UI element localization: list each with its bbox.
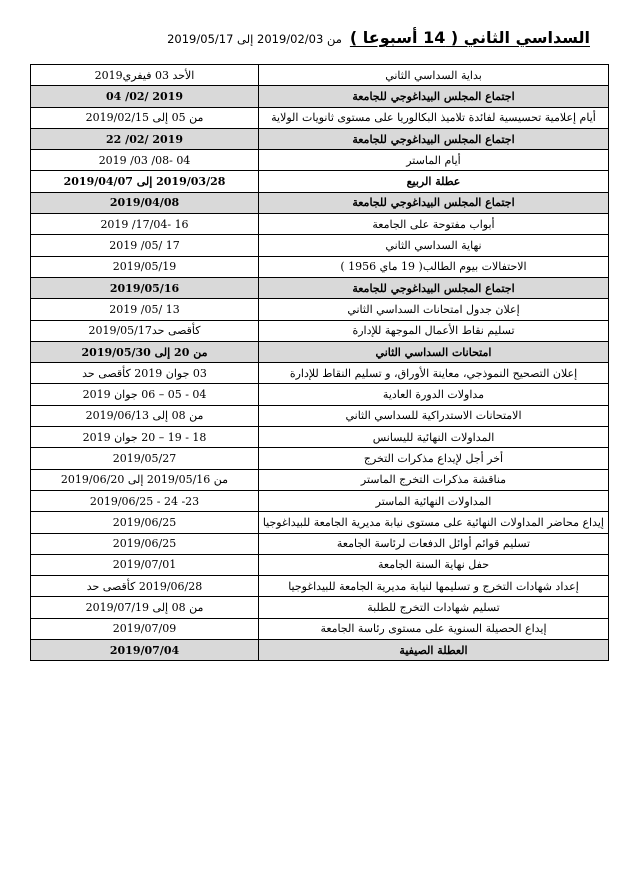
table-row — [31, 320, 609, 341]
date-cell: 2019/06/25 — [31, 512, 259, 533]
calendar-table — [30, 64, 609, 661]
event-cell: اجتماع المجلس البيداغوجي للجامعة — [259, 128, 609, 149]
table-row — [31, 405, 609, 426]
event-cell: إيداع الحصيلة السنوية على مستوى رئاسة الجامعة — [259, 618, 609, 639]
date-cell: كأقصى حد2019/05/17 — [31, 320, 259, 341]
date-cell: 2019/07/04 — [31, 640, 259, 661]
table-row — [31, 618, 609, 639]
calendar-table-body — [31, 65, 609, 661]
table-row — [31, 192, 609, 213]
date-cell: 23- 24 - 2019/06/25 — [31, 490, 259, 511]
table-row — [31, 235, 609, 256]
table-row — [31, 512, 609, 533]
event-cell: المداولات النهائية لليسانس — [259, 427, 609, 448]
date-cell: من 05 إلى 2019/02/15 — [31, 107, 259, 128]
event-cell: مداولات الدورة العادية — [259, 384, 609, 405]
date-cell: 2019 /02/ 22 — [31, 128, 259, 149]
date-cell: 17 /05/ 2019 — [31, 235, 259, 256]
event-cell: إيداع محاضر المداولات النهائية على مستوى نيابة مديرية الجامعة للبيداغوجيا — [259, 512, 609, 533]
event-cell: اجتماع المجلس البيداغوجي للجامعة — [259, 86, 609, 107]
date-cell: الأحد 03 فيفري2019 — [31, 65, 259, 86]
date-cell: 2019/05/19 — [31, 256, 259, 277]
date-cell: 2019/03/28 إلى 2019/04/07 — [31, 171, 259, 192]
table-row — [31, 256, 609, 277]
date-cell: 2019/04/08 — [31, 192, 259, 213]
event-cell: تسليم قوائم أوائل الدفعات لرئاسة الجامعة — [259, 533, 609, 554]
event-cell: تسليم شهادات التخرج للطلبة — [259, 597, 609, 618]
date-cell: 2019/07/09 — [31, 618, 259, 639]
date-cell: 04 - 05 – 06 جوان 2019 — [31, 384, 259, 405]
event-cell: تسليم نقاط الأعمال الموجهة للإدارة — [259, 320, 609, 341]
table-row — [31, 299, 609, 320]
event-cell: حفل نهاية السنة الجامعة — [259, 554, 609, 575]
event-cell: أبواب مفتوحة على الجامعة — [259, 214, 609, 235]
table-row — [31, 597, 609, 618]
table-row — [31, 363, 609, 384]
table-row — [31, 65, 609, 86]
table-row — [31, 150, 609, 171]
table-row — [31, 384, 609, 405]
header-line — [167, 28, 590, 47]
semester-title: السداسي الثاني ( 14 أسبوعا ) — [349, 28, 590, 47]
event-cell: اجتماع المجلس البيداغوجي للجامعة — [259, 192, 609, 213]
date-cell: 03 جوان 2019 كأقصى حد — [31, 363, 259, 384]
date-cell: من 08 إلى 2019/06/13 — [31, 405, 259, 426]
event-cell: أخر أجل لإيداع مذكرات التخرج — [259, 448, 609, 469]
date-cell: 2019/07/01 — [31, 554, 259, 575]
semester-date-range: من 2019/02/03 إلى 2019/05/17 — [167, 32, 342, 46]
date-cell: 16 -17/04/ 2019 — [31, 214, 259, 235]
table-row — [31, 171, 609, 192]
date-cell: 13 /05/ 2019 — [31, 299, 259, 320]
date-cell: 2019/06/25 — [31, 533, 259, 554]
event-cell: العطلة الصيفية — [259, 640, 609, 661]
table-row — [31, 554, 609, 575]
table-row — [31, 277, 609, 298]
event-cell: مناقشة مذكرات التخرج الماستر — [259, 469, 609, 490]
table-row — [31, 341, 609, 362]
date-cell: من 08 إلى 2019/07/19 — [31, 597, 259, 618]
event-cell: المداولات النهائية الماستر — [259, 490, 609, 511]
table-row — [31, 640, 609, 661]
event-cell: الامتحانات الاستدراكية للسداسي الثاني — [259, 405, 609, 426]
event-cell: بداية السداسي الثاني — [259, 65, 609, 86]
event-cell: الاحتفالات بيوم الطالب( 19 ماي 1956 ) — [259, 256, 609, 277]
date-cell: من 2019/05/16 إلى 2019/06/20 — [31, 469, 259, 490]
event-cell: أيام الماستر — [259, 150, 609, 171]
table-row — [31, 576, 609, 597]
event-cell: عطلة الربيع — [259, 171, 609, 192]
table-row — [31, 469, 609, 490]
date-cell: 2019/06/28 كأقصى حد — [31, 576, 259, 597]
date-cell: 2019/05/27 — [31, 448, 259, 469]
event-cell: نهاية السداسي الثاني — [259, 235, 609, 256]
date-cell: 04 -08/ 03/ 2019 — [31, 150, 259, 171]
table-row — [31, 448, 609, 469]
date-cell: من 20 إلى 2019/05/30 — [31, 341, 259, 362]
table-row — [31, 128, 609, 149]
event-cell: أيام إعلامية تحسيسية لفائدة تلاميذ البكالوريا على مستوى ثانويات الولاية — [259, 107, 609, 128]
table-row — [31, 533, 609, 554]
event-cell: إعلان التصحيح النموذجي، معاينة الأوراق، و تسليم النقاط للإدارة — [259, 363, 609, 384]
page-header — [0, 24, 620, 54]
date-cell: 2019/05/16 — [31, 277, 259, 298]
event-cell: اجتماع المجلس البيداغوجي للجامعة — [259, 277, 609, 298]
table-row — [31, 107, 609, 128]
table-row — [31, 86, 609, 107]
table-row — [31, 214, 609, 235]
date-cell: 2019 /02/ 04 — [31, 86, 259, 107]
event-cell: إعلان جدول امتحانات السداسي الثاني — [259, 299, 609, 320]
event-cell: امتحانات السداسي الثاني — [259, 341, 609, 362]
table-row — [31, 490, 609, 511]
date-cell: 18 - 19 – 20 جوان 2019 — [31, 427, 259, 448]
table-row — [31, 427, 609, 448]
event-cell: إعداد شهادات التخرج و تسليمها لنيابة مديرية الجامعة للبيداغوجيا — [259, 576, 609, 597]
